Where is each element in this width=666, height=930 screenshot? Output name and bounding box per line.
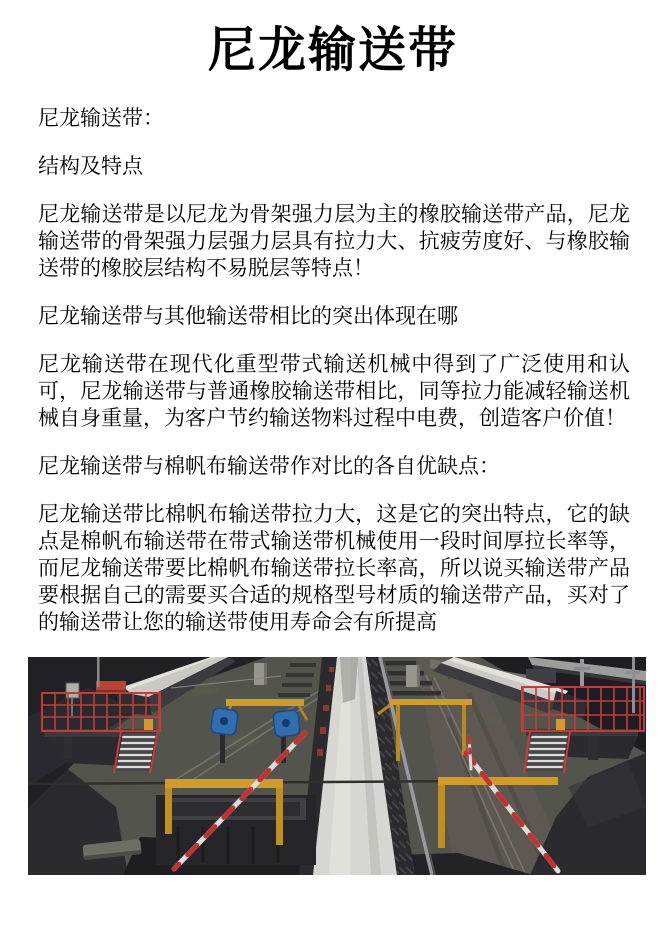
paragraph-question: 尼龙输送带与其他输送带相比的突出体现在哪 xyxy=(38,305,458,328)
article-body xyxy=(38,105,630,636)
conveyor-photo xyxy=(28,657,646,875)
paragraph-structure: 尼龙输送带是以尼龙为骨架强力层为主的橡胶输送带产品，尼龙输送带的骨架强力层强力层具有拉力大、抗疲劳度好、与橡胶输送带的橡胶层结构不易脱层等特点！ xyxy=(38,203,630,280)
paragraph-compare-head: 尼龙输送带与棉帆布输送带作对比的各自优缺点： xyxy=(38,455,500,478)
paragraph-compare: 尼龙输送带比棉帆布输送带拉力大，这是它的突出特点，它的缺点是棉帆布输送带在带式输送带机械使用一段时间厚拉长率等，而尼龙输送带要比棉帆布输送带拉长率高，所以说买输送带产品要根据自己的需要买合适的规格型号材质的输送带产品，买对了的输送带让您的输送带使用寿命会有所提高 xyxy=(38,503,630,634)
paragraph-lead: 尼龙输送带： xyxy=(38,107,164,130)
page-title: 尼龙输送带 xyxy=(207,24,458,77)
paragraph-advantages: 尼龙输送带在现代化重型带式输送机械中得到了广泛使用和认可，尼龙输送带与普通橡胶输送带相比，同等拉力能减轻输送机械自身重量，为客户节约输送物料过程中电费，创造客户价值！ xyxy=(38,353,630,430)
paragraph-subheading: 结构及特点 xyxy=(38,155,143,178)
conveyor-photo-illustration xyxy=(28,657,646,875)
